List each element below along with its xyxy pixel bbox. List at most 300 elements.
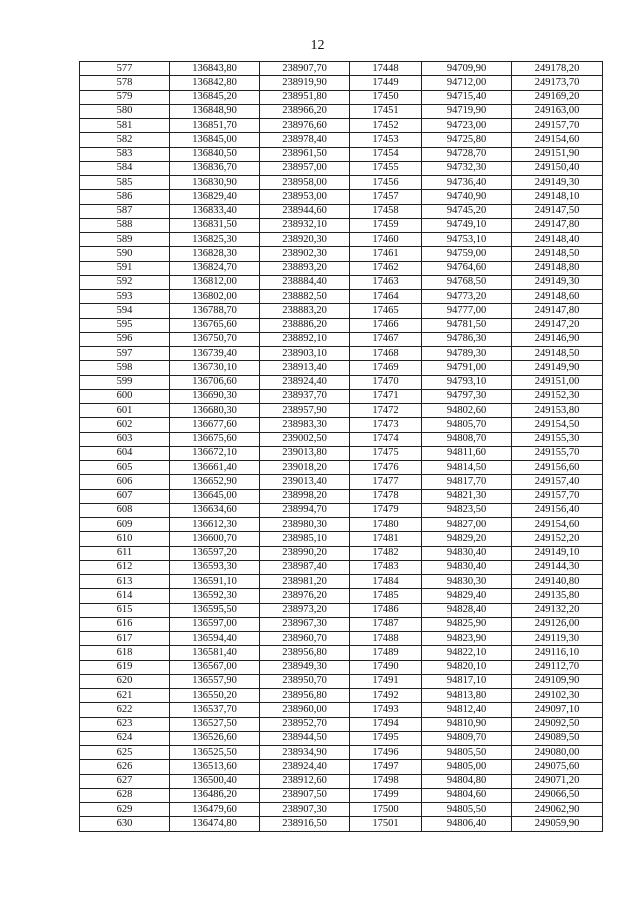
point-number-cell: 593 xyxy=(80,290,170,304)
x-coordinate-cell: 136802,00 xyxy=(170,290,260,304)
point-number-cell-2: 17482 xyxy=(350,546,422,560)
table-row xyxy=(80,247,603,261)
table-row xyxy=(80,532,603,546)
y-coordinate-cell: 238883,20 xyxy=(260,304,350,318)
table-row xyxy=(80,788,603,802)
x-coordinate-cell: 136593,30 xyxy=(170,560,260,574)
x-coordinate-cell: 136486,20 xyxy=(170,788,260,802)
y-coordinate-cell-2: 249080,00 xyxy=(512,746,603,760)
table-row xyxy=(80,347,603,361)
point-number-cell: 598 xyxy=(80,361,170,375)
point-number-cell-2: 17481 xyxy=(350,532,422,546)
x-coordinate-cell-2: 94802,60 xyxy=(422,404,512,418)
point-number-cell: 629 xyxy=(80,803,170,817)
y-coordinate-cell: 238913,40 xyxy=(260,361,350,375)
y-coordinate-cell-2: 249059,90 xyxy=(512,817,603,831)
point-number-cell-2: 17498 xyxy=(350,774,422,788)
y-coordinate-cell-2: 249153,80 xyxy=(512,404,603,418)
point-number-cell: 596 xyxy=(80,332,170,346)
point-number-cell-2: 17448 xyxy=(350,62,422,76)
y-coordinate-cell-2: 249148,50 xyxy=(512,347,603,361)
table-row xyxy=(80,803,603,817)
table-row xyxy=(80,560,603,574)
table-row xyxy=(80,617,603,631)
table-row xyxy=(80,90,603,104)
x-coordinate-cell-2: 94791,00 xyxy=(422,361,512,375)
x-coordinate-cell-2: 94715,40 xyxy=(422,90,512,104)
x-coordinate-cell-2: 94773,20 xyxy=(422,290,512,304)
x-coordinate-cell-2: 94728,70 xyxy=(422,147,512,161)
x-coordinate-cell-2: 94806,40 xyxy=(422,817,512,831)
table-row xyxy=(80,190,603,204)
y-coordinate-cell: 239018,20 xyxy=(260,461,350,475)
point-number-cell: 607 xyxy=(80,489,170,503)
x-coordinate-cell-2: 94723,00 xyxy=(422,119,512,133)
point-number-cell: 615 xyxy=(80,603,170,617)
y-coordinate-cell: 238902,30 xyxy=(260,247,350,261)
x-coordinate-cell: 136739,40 xyxy=(170,347,260,361)
point-number-cell: 626 xyxy=(80,760,170,774)
point-number-cell-2: 17487 xyxy=(350,617,422,631)
x-coordinate-cell: 136597,20 xyxy=(170,546,260,560)
table-row xyxy=(80,261,603,275)
y-coordinate-cell: 238985,10 xyxy=(260,532,350,546)
y-coordinate-cell-2: 249112,70 xyxy=(512,660,603,674)
y-coordinate-cell-2: 249150,40 xyxy=(512,161,603,175)
point-number-cell: 577 xyxy=(80,62,170,76)
y-coordinate-cell-2: 249149,30 xyxy=(512,176,603,190)
point-number-cell-2: 17459 xyxy=(350,218,422,232)
point-number-cell: 620 xyxy=(80,674,170,688)
point-number-cell-2: 17463 xyxy=(350,275,422,289)
point-number-cell-2: 17485 xyxy=(350,589,422,603)
x-coordinate-cell: 136567,00 xyxy=(170,660,260,674)
y-coordinate-cell-2: 249155,70 xyxy=(512,446,603,460)
x-coordinate-cell-2: 94745,20 xyxy=(422,204,512,218)
point-number-cell: 578 xyxy=(80,76,170,90)
coordinates-table xyxy=(79,61,603,832)
y-coordinate-cell: 238957,00 xyxy=(260,161,350,175)
point-number-cell: 590 xyxy=(80,247,170,261)
y-coordinate-cell: 238966,20 xyxy=(260,104,350,118)
y-coordinate-cell: 238978,40 xyxy=(260,133,350,147)
point-number-cell-2: 17452 xyxy=(350,119,422,133)
y-coordinate-cell: 238892,10 xyxy=(260,332,350,346)
x-coordinate-cell: 136848,90 xyxy=(170,104,260,118)
x-coordinate-cell-2: 94740,90 xyxy=(422,190,512,204)
point-number-cell-2: 17496 xyxy=(350,746,422,760)
point-number-cell-2: 17476 xyxy=(350,461,422,475)
y-coordinate-cell: 238958,00 xyxy=(260,176,350,190)
y-coordinate-cell: 238961,50 xyxy=(260,147,350,161)
point-number-cell-2: 17464 xyxy=(350,290,422,304)
table-row xyxy=(80,503,603,517)
y-coordinate-cell-2: 249102,30 xyxy=(512,689,603,703)
x-coordinate-cell: 136840,50 xyxy=(170,147,260,161)
y-coordinate-cell-2: 249066,50 xyxy=(512,788,603,802)
y-coordinate-cell: 238903,10 xyxy=(260,347,350,361)
table-row xyxy=(80,603,603,617)
point-number-cell-2: 17477 xyxy=(350,475,422,489)
point-number-cell-2: 17500 xyxy=(350,803,422,817)
point-number-cell: 617 xyxy=(80,632,170,646)
y-coordinate-cell: 239013,80 xyxy=(260,446,350,460)
table-row xyxy=(80,674,603,688)
x-coordinate-cell-2: 94719,90 xyxy=(422,104,512,118)
x-coordinate-cell: 136645,00 xyxy=(170,489,260,503)
point-number-cell-2: 17475 xyxy=(350,446,422,460)
x-coordinate-cell: 136842,80 xyxy=(170,76,260,90)
x-coordinate-cell-2: 94786,30 xyxy=(422,332,512,346)
y-coordinate-cell-2: 249148,40 xyxy=(512,233,603,247)
y-coordinate-cell: 238949,30 xyxy=(260,660,350,674)
point-number-cell: 586 xyxy=(80,190,170,204)
y-coordinate-cell-2: 249157,70 xyxy=(512,119,603,133)
point-number-cell-2: 17484 xyxy=(350,575,422,589)
table-row xyxy=(80,774,603,788)
point-number-cell: 595 xyxy=(80,318,170,332)
point-number-cell-2: 17460 xyxy=(350,233,422,247)
table-row xyxy=(80,418,603,432)
point-number-cell-2: 17455 xyxy=(350,161,422,175)
point-number-cell-2: 17456 xyxy=(350,176,422,190)
x-coordinate-cell-2: 94823,90 xyxy=(422,632,512,646)
y-coordinate-cell: 238981,20 xyxy=(260,575,350,589)
point-number-cell: 630 xyxy=(80,817,170,831)
x-coordinate-cell-2: 94736,40 xyxy=(422,176,512,190)
x-coordinate-cell: 136581,40 xyxy=(170,646,260,660)
point-number-cell: 605 xyxy=(80,461,170,475)
y-coordinate-cell-2: 249157,40 xyxy=(512,475,603,489)
x-coordinate-cell-2: 94821,30 xyxy=(422,489,512,503)
y-coordinate-cell: 238937,70 xyxy=(260,389,350,403)
x-coordinate-cell-2: 94797,30 xyxy=(422,389,512,403)
y-coordinate-cell-2: 249152,20 xyxy=(512,532,603,546)
point-number-cell: 583 xyxy=(80,147,170,161)
x-coordinate-cell-2: 94753,10 xyxy=(422,233,512,247)
x-coordinate-cell: 136661,40 xyxy=(170,461,260,475)
point-number-cell-2: 17467 xyxy=(350,332,422,346)
x-coordinate-cell: 136672,10 xyxy=(170,446,260,460)
y-coordinate-cell-2: 249109,90 xyxy=(512,674,603,688)
x-coordinate-cell-2: 94817,70 xyxy=(422,475,512,489)
y-coordinate-cell: 238893,20 xyxy=(260,261,350,275)
x-coordinate-cell: 136675,60 xyxy=(170,432,260,446)
x-coordinate-cell-2: 94811,60 xyxy=(422,446,512,460)
x-coordinate-cell: 136824,70 xyxy=(170,261,260,275)
y-coordinate-cell: 238990,20 xyxy=(260,546,350,560)
table-row xyxy=(80,546,603,560)
y-coordinate-cell-2: 249135,80 xyxy=(512,589,603,603)
x-coordinate-cell-2: 94830,40 xyxy=(422,560,512,574)
point-number-cell: 579 xyxy=(80,90,170,104)
point-number-cell-2: 17499 xyxy=(350,788,422,802)
point-number-cell: 621 xyxy=(80,689,170,703)
point-number-cell: 623 xyxy=(80,717,170,731)
point-number-cell-2: 17453 xyxy=(350,133,422,147)
x-coordinate-cell-2: 94823,50 xyxy=(422,503,512,517)
table-row xyxy=(80,475,603,489)
x-coordinate-cell: 136500,40 xyxy=(170,774,260,788)
y-coordinate-cell: 238882,50 xyxy=(260,290,350,304)
x-coordinate-cell: 136845,20 xyxy=(170,90,260,104)
x-coordinate-cell: 136592,30 xyxy=(170,589,260,603)
table-row xyxy=(80,689,603,703)
y-coordinate-cell-2: 249148,80 xyxy=(512,261,603,275)
point-number-cell: 580 xyxy=(80,104,170,118)
point-number-cell: 606 xyxy=(80,475,170,489)
point-number-cell: 589 xyxy=(80,233,170,247)
point-number-cell: 609 xyxy=(80,518,170,532)
page-number: 12 xyxy=(310,38,325,53)
y-coordinate-cell: 238983,30 xyxy=(260,418,350,432)
x-coordinate-cell: 136597,00 xyxy=(170,617,260,631)
point-number-cell: 584 xyxy=(80,161,170,175)
x-coordinate-cell: 136833,40 xyxy=(170,204,260,218)
point-number-cell-2: 17483 xyxy=(350,560,422,574)
y-coordinate-cell: 238956,80 xyxy=(260,646,350,660)
x-coordinate-cell-2: 94830,30 xyxy=(422,575,512,589)
point-number-cell: 614 xyxy=(80,589,170,603)
point-number-cell: 597 xyxy=(80,347,170,361)
point-number-cell: 587 xyxy=(80,204,170,218)
table-row xyxy=(80,589,603,603)
x-coordinate-cell: 136836,70 xyxy=(170,161,260,175)
x-coordinate-cell-2: 94810,90 xyxy=(422,717,512,731)
table-row xyxy=(80,119,603,133)
point-number-cell: 592 xyxy=(80,275,170,289)
y-coordinate-cell: 238920,30 xyxy=(260,233,350,247)
y-coordinate-cell: 238980,30 xyxy=(260,518,350,532)
point-number-cell-2: 17468 xyxy=(350,347,422,361)
x-coordinate-cell-2: 94725,80 xyxy=(422,133,512,147)
y-coordinate-cell-2: 249097,10 xyxy=(512,703,603,717)
x-coordinate-cell-2: 94822,10 xyxy=(422,646,512,660)
y-coordinate-cell: 238907,70 xyxy=(260,62,350,76)
y-coordinate-cell-2: 249149,10 xyxy=(512,546,603,560)
x-coordinate-cell-2: 94793,10 xyxy=(422,375,512,389)
y-coordinate-cell-2: 249148,50 xyxy=(512,247,603,261)
point-number-cell-2: 17491 xyxy=(350,674,422,688)
x-coordinate-cell: 136594,40 xyxy=(170,632,260,646)
y-coordinate-cell: 238944,50 xyxy=(260,731,350,745)
point-number-cell-2: 17490 xyxy=(350,660,422,674)
point-number-cell-2: 17461 xyxy=(350,247,422,261)
point-number-cell: 604 xyxy=(80,446,170,460)
table-row xyxy=(80,233,603,247)
table-row xyxy=(80,432,603,446)
point-number-cell-2: 17495 xyxy=(350,731,422,745)
point-number-cell-2: 17474 xyxy=(350,432,422,446)
point-number-cell: 591 xyxy=(80,261,170,275)
x-coordinate-cell-2: 94827,00 xyxy=(422,518,512,532)
x-coordinate-cell: 136812,00 xyxy=(170,275,260,289)
y-coordinate-cell-2: 249154,50 xyxy=(512,418,603,432)
x-coordinate-cell-2: 94830,40 xyxy=(422,546,512,560)
point-number-cell: 616 xyxy=(80,617,170,631)
y-coordinate-cell-2: 249140,80 xyxy=(512,575,603,589)
x-coordinate-cell-2: 94804,80 xyxy=(422,774,512,788)
table-row xyxy=(80,646,603,660)
table-row xyxy=(80,703,603,717)
point-number-cell-2: 17471 xyxy=(350,389,422,403)
y-coordinate-cell: 238976,20 xyxy=(260,589,350,603)
point-number-cell-2: 17493 xyxy=(350,703,422,717)
table-row xyxy=(80,717,603,731)
point-number-cell: 588 xyxy=(80,218,170,232)
x-coordinate-cell: 136831,50 xyxy=(170,218,260,232)
table-row xyxy=(80,461,603,475)
table-row xyxy=(80,62,603,76)
x-coordinate-cell-2: 94749,10 xyxy=(422,218,512,232)
point-number-cell: 625 xyxy=(80,746,170,760)
table-row xyxy=(80,375,603,389)
point-number-cell: 628 xyxy=(80,788,170,802)
y-coordinate-cell-2: 249089,50 xyxy=(512,731,603,745)
point-number-cell: 618 xyxy=(80,646,170,660)
x-coordinate-cell-2: 94805,70 xyxy=(422,418,512,432)
x-coordinate-cell: 136595,50 xyxy=(170,603,260,617)
point-number-cell-2: 17449 xyxy=(350,76,422,90)
x-coordinate-cell: 136513,60 xyxy=(170,760,260,774)
x-coordinate-cell: 136851,70 xyxy=(170,119,260,133)
y-coordinate-cell-2: 249163,00 xyxy=(512,104,603,118)
x-coordinate-cell-2: 94777,00 xyxy=(422,304,512,318)
table-row xyxy=(80,731,603,745)
point-number-cell: 612 xyxy=(80,560,170,574)
point-number-cell: 601 xyxy=(80,404,170,418)
y-coordinate-cell-2: 249149,30 xyxy=(512,275,603,289)
y-coordinate-cell-2: 249062,90 xyxy=(512,803,603,817)
point-number-cell-2: 17486 xyxy=(350,603,422,617)
point-number-cell-2: 17473 xyxy=(350,418,422,432)
point-number-cell-2: 17466 xyxy=(350,318,422,332)
x-coordinate-cell: 136600,70 xyxy=(170,532,260,546)
table-row xyxy=(80,446,603,460)
y-coordinate-cell: 238884,40 xyxy=(260,275,350,289)
table-row xyxy=(80,161,603,175)
point-number-cell: 581 xyxy=(80,119,170,133)
point-number-cell: 582 xyxy=(80,133,170,147)
point-number-cell: 599 xyxy=(80,375,170,389)
x-coordinate-cell-2: 94809,70 xyxy=(422,731,512,745)
y-coordinate-cell: 238976,60 xyxy=(260,119,350,133)
x-coordinate-cell: 136479,60 xyxy=(170,803,260,817)
table-row xyxy=(80,275,603,289)
point-number-cell-2: 17469 xyxy=(350,361,422,375)
point-number-cell-2: 17462 xyxy=(350,261,422,275)
point-number-cell-2: 17497 xyxy=(350,760,422,774)
x-coordinate-cell-2: 94712,00 xyxy=(422,76,512,90)
x-coordinate-cell: 136557,90 xyxy=(170,674,260,688)
y-coordinate-cell-2: 249116,10 xyxy=(512,646,603,660)
y-coordinate-cell-2: 249157,70 xyxy=(512,489,603,503)
table-row xyxy=(80,575,603,589)
y-coordinate-cell-2: 249126,00 xyxy=(512,617,603,631)
x-coordinate-cell-2: 94805,50 xyxy=(422,803,512,817)
y-coordinate-cell-2: 249119,30 xyxy=(512,632,603,646)
y-coordinate-cell-2: 249155,30 xyxy=(512,432,603,446)
y-coordinate-cell: 238944,60 xyxy=(260,204,350,218)
x-coordinate-cell-2: 94820,10 xyxy=(422,660,512,674)
y-coordinate-cell: 238973,20 xyxy=(260,603,350,617)
x-coordinate-cell: 136830,90 xyxy=(170,176,260,190)
table-row xyxy=(80,389,603,403)
point-number-cell: 603 xyxy=(80,432,170,446)
x-coordinate-cell: 136591,10 xyxy=(170,575,260,589)
table-row xyxy=(80,660,603,674)
x-coordinate-cell: 136765,60 xyxy=(170,318,260,332)
y-coordinate-cell: 238932,10 xyxy=(260,218,350,232)
y-coordinate-cell-2: 249092,50 xyxy=(512,717,603,731)
x-coordinate-cell: 136652,90 xyxy=(170,475,260,489)
y-coordinate-cell-2: 249152,30 xyxy=(512,389,603,403)
point-number-cell-2: 17478 xyxy=(350,489,422,503)
y-coordinate-cell: 238950,70 xyxy=(260,674,350,688)
y-coordinate-cell: 238987,40 xyxy=(260,560,350,574)
x-coordinate-cell: 136680,30 xyxy=(170,404,260,418)
point-number-cell-2: 17458 xyxy=(350,204,422,218)
table-row xyxy=(80,147,603,161)
y-coordinate-cell: 239013,40 xyxy=(260,475,350,489)
point-number-cell-2: 17480 xyxy=(350,518,422,532)
x-coordinate-cell-2: 94825,90 xyxy=(422,617,512,631)
y-coordinate-cell: 238924,40 xyxy=(260,375,350,389)
table-row xyxy=(80,318,603,332)
point-number-cell: 624 xyxy=(80,731,170,745)
point-number-cell: 594 xyxy=(80,304,170,318)
y-coordinate-cell-2: 249151,00 xyxy=(512,375,603,389)
x-coordinate-cell: 136788,70 xyxy=(170,304,260,318)
point-number-cell-2: 17451 xyxy=(350,104,422,118)
point-number-cell-2: 17479 xyxy=(350,503,422,517)
y-coordinate-cell: 238916,50 xyxy=(260,817,350,831)
y-coordinate-cell: 238967,30 xyxy=(260,617,350,631)
table-row xyxy=(80,218,603,232)
x-coordinate-cell: 136526,60 xyxy=(170,731,260,745)
y-coordinate-cell: 238912,60 xyxy=(260,774,350,788)
point-number-cell-2: 17472 xyxy=(350,404,422,418)
table-row xyxy=(80,104,603,118)
point-number-cell-2: 17489 xyxy=(350,646,422,660)
y-coordinate-cell-2: 249144,30 xyxy=(512,560,603,574)
x-coordinate-cell: 136677,60 xyxy=(170,418,260,432)
point-number-cell: 613 xyxy=(80,575,170,589)
x-coordinate-cell-2: 94814,50 xyxy=(422,461,512,475)
table-row xyxy=(80,518,603,532)
point-number-cell: 608 xyxy=(80,503,170,517)
x-coordinate-cell: 136690,30 xyxy=(170,389,260,403)
point-number-cell-2: 17457 xyxy=(350,190,422,204)
x-coordinate-cell: 136527,50 xyxy=(170,717,260,731)
x-coordinate-cell: 136612,30 xyxy=(170,518,260,532)
point-number-cell: 627 xyxy=(80,774,170,788)
x-coordinate-cell-2: 94709,90 xyxy=(422,62,512,76)
x-coordinate-cell: 136474,80 xyxy=(170,817,260,831)
y-coordinate-cell: 238953,00 xyxy=(260,190,350,204)
x-coordinate-cell: 136550,20 xyxy=(170,689,260,703)
x-coordinate-cell: 136634,60 xyxy=(170,503,260,517)
y-coordinate-cell-2: 249173,70 xyxy=(512,76,603,90)
y-coordinate-cell-2: 249146,90 xyxy=(512,332,603,346)
point-number-cell: 602 xyxy=(80,418,170,432)
y-coordinate-cell: 238960,00 xyxy=(260,703,350,717)
y-coordinate-cell: 238960,70 xyxy=(260,632,350,646)
x-coordinate-cell: 136843,80 xyxy=(170,62,260,76)
x-coordinate-cell-2: 94829,40 xyxy=(422,589,512,603)
x-coordinate-cell: 136825,30 xyxy=(170,233,260,247)
point-number-cell-2: 17501 xyxy=(350,817,422,831)
